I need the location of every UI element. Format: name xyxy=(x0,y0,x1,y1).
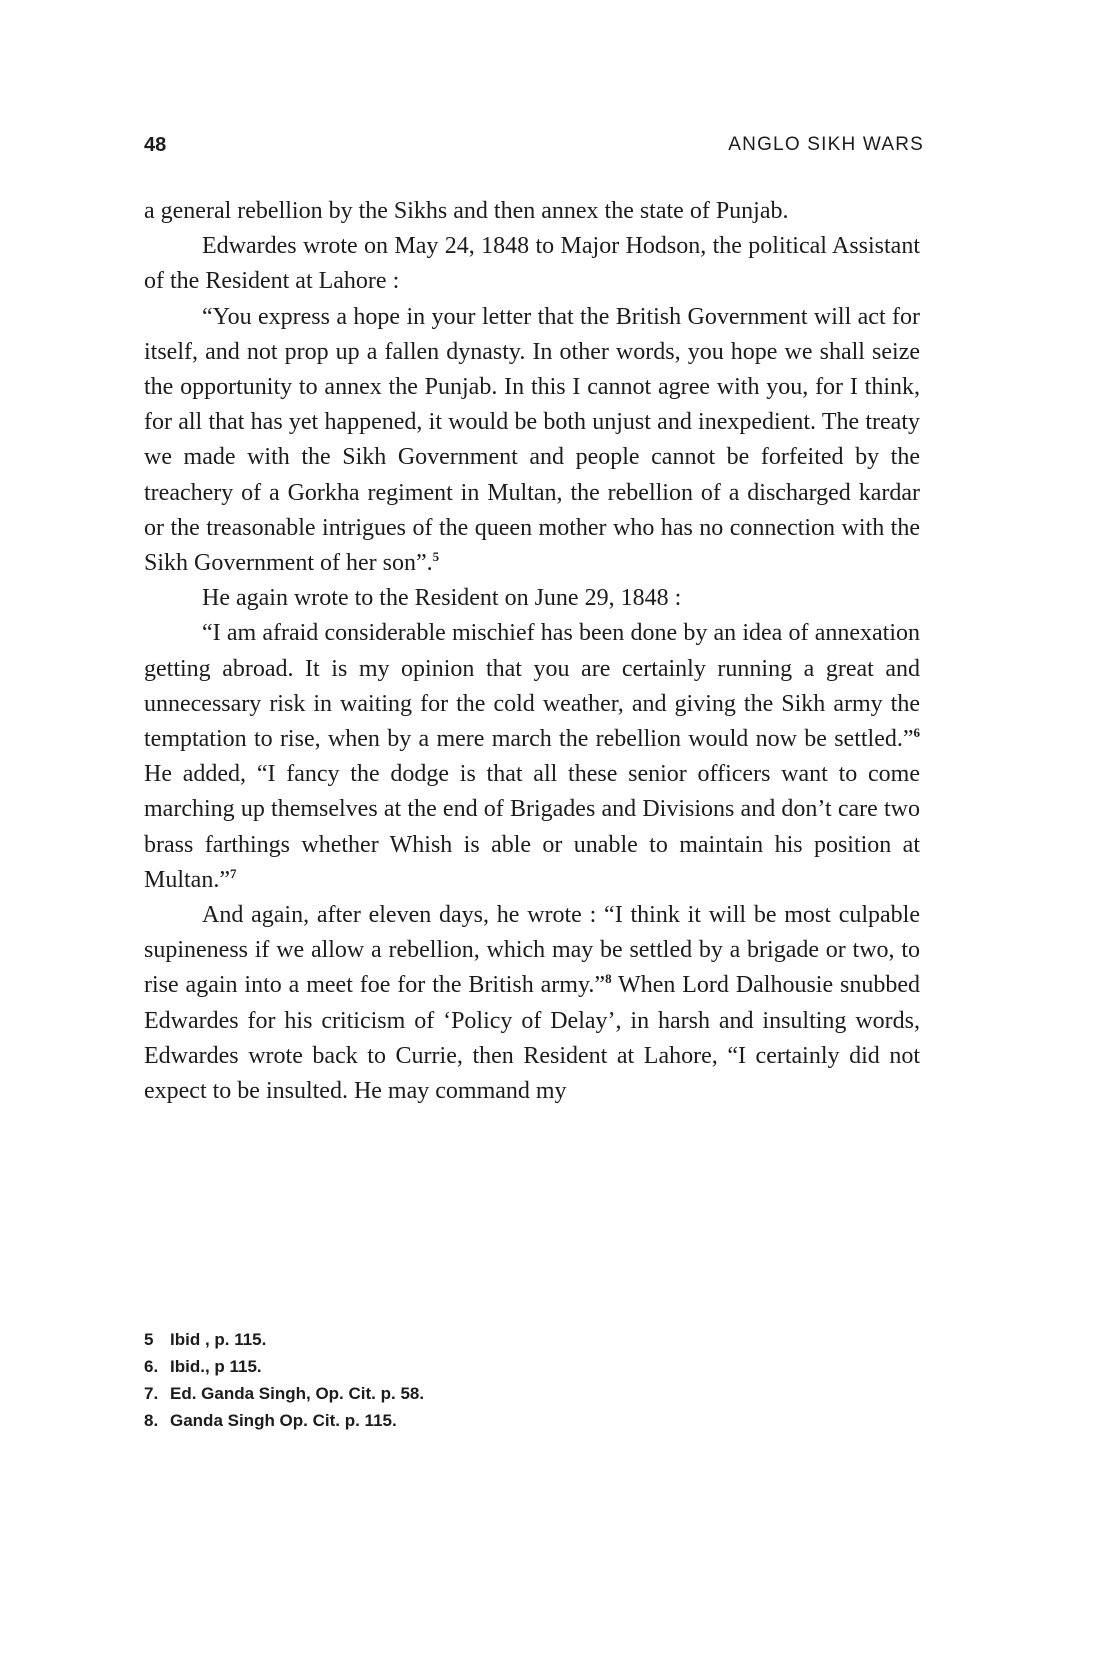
page-header xyxy=(144,134,924,164)
footnote xyxy=(144,1353,844,1380)
paragraph: Edwardes wrote on May 24, 1848 to Major Hodson, the political Assistant of the Resident at Lahore : xyxy=(144,233,920,295)
paragraph-text: When Lord Dalhousie snubbed Edwardes for his criticism of ‘Policy of Delay’, in harsh and insulting words, Edwardes wrote back to Currie, then Resident at Lahore, “I certainly did not expect to be insulted. He may command my xyxy=(144,972,921,1105)
footnote-text: Ibid., p 115. xyxy=(170,1357,262,1376)
footnote-text: Ganda Singh Op. Cit. p. 115. xyxy=(170,1411,397,1430)
paragraph xyxy=(144,898,920,1109)
footnote-ref: 6 xyxy=(913,725,920,741)
paragraph: He again wrote to the Resident on June 29, 1848 : xyxy=(202,585,682,612)
footnotes xyxy=(144,1326,844,1434)
footnote-ref: 7 xyxy=(229,865,237,881)
quote-text: He added, “I fancy the dodge is that all these senior officers want to come marching up themselves at the end of Brigades and Divisions and don’t care two brass farthings whether Whish is able or unable to maintain his position at Multan.” xyxy=(144,761,920,893)
body-text xyxy=(144,194,920,1109)
footnote-text: Ibid , p. 115. xyxy=(170,1330,267,1349)
footnote-text: Ed. Ganda Singh, Op. Cit. p. 58. xyxy=(170,1384,425,1403)
footnote-ref: 5 xyxy=(432,549,440,565)
footnote-ref: 8 xyxy=(605,971,612,987)
running-head: ANGLO SIKH WARS xyxy=(728,134,924,155)
quote-text: “I am afraid considerable mischief has been done by an idea of annexation getting abroad. It is my opinion that you are certainly running a great and unnecessary risk in waiting for the cold weather, and giving the Sikh army the temptation to rise, when by a mere march the rebellion would now be settled.” xyxy=(144,620,920,753)
footnote-number: 5 xyxy=(144,1330,154,1349)
paragraph: a general rebellion by the Sikhs and then annex the state of Punjab. xyxy=(144,198,789,224)
footnote-number: 8. xyxy=(144,1411,159,1430)
quote-text: “You express a hope in your letter that the British Government will act for itself, and not prop up a fallen dynasty. In other words, you hope we shall seize the opportunity to annex the Punjab. In this I cannot agree with you, for I think, for all that has yet happened, it would be both unjust and inexpedient. The treaty we made with the Sikh Government and people cannot be forfeited by the treachery of a Gorkha regiment in Multan, the rebellion of a discharged kardar or the treasonable intrigues of the queen mother who has no connection with the Sikh Government of her son”. xyxy=(144,303,920,577)
quote-paragraph xyxy=(144,616,920,898)
page-number: 48 xyxy=(144,134,167,156)
footnote-number: 7. xyxy=(144,1384,159,1403)
quote-paragraph xyxy=(144,300,920,582)
footnote xyxy=(144,1380,844,1407)
footnote xyxy=(144,1407,844,1434)
footnote xyxy=(144,1326,844,1353)
paragraph-text: And again, after eleven days, he wrote : “I think it will be most culpable supineness if we allow a rebellion, which may be settled by a brigade or two, to rise again into a meet foe for the British army.” xyxy=(144,902,920,999)
footnote-number: 6. xyxy=(144,1357,159,1376)
